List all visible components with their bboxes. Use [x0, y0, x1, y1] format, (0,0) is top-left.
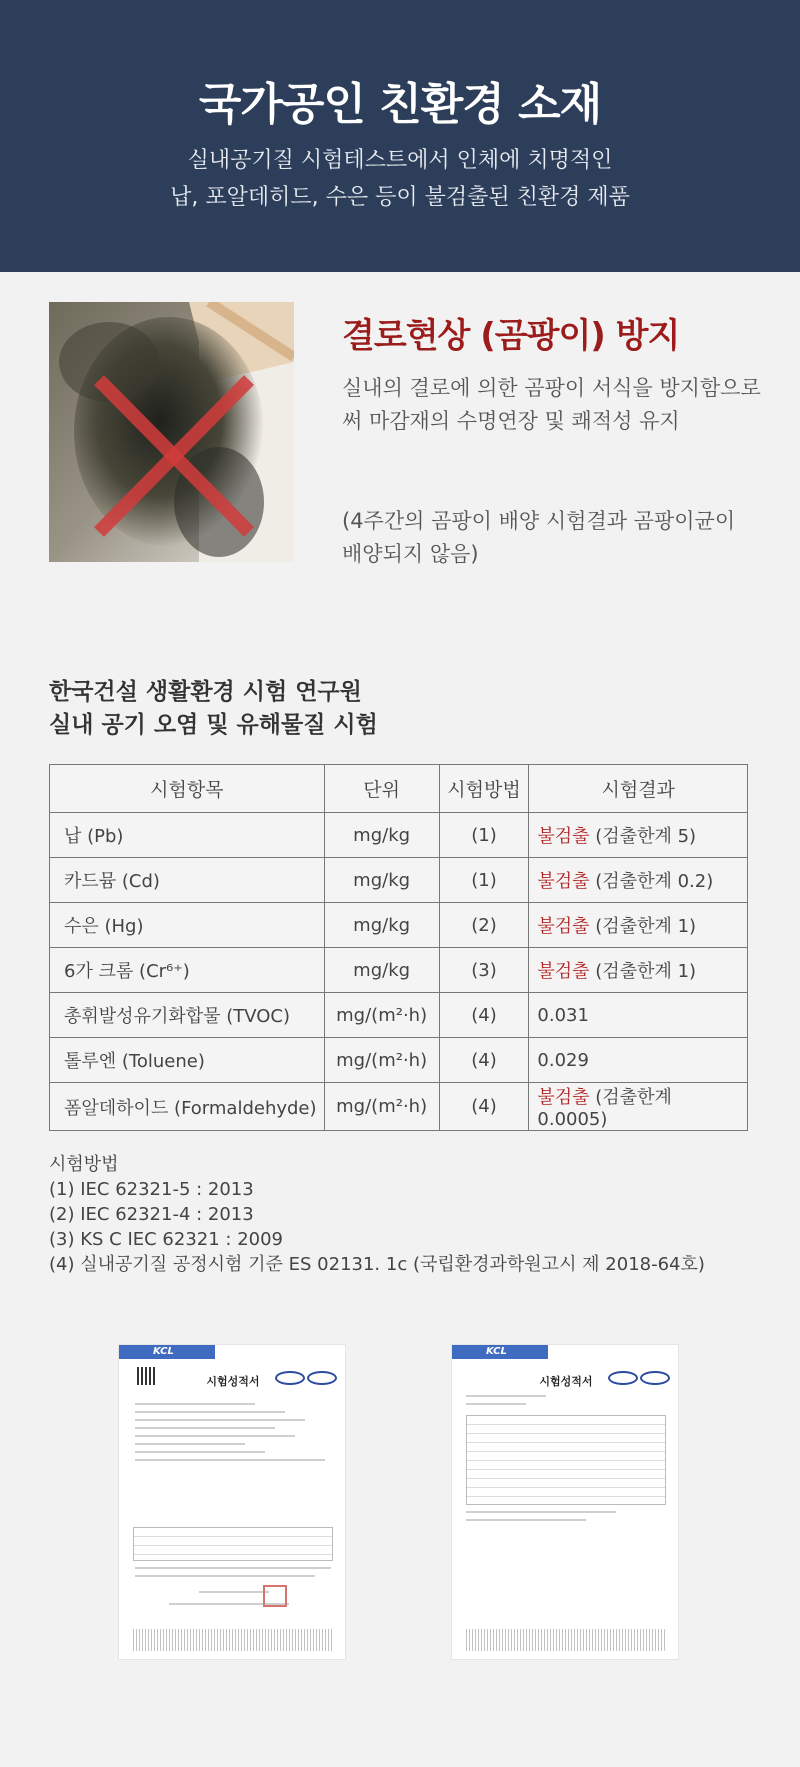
hero-subtitle-line: 실내공기질 시험테스트에서 인체에 치명적인: [187, 148, 613, 173]
test-unit: mg/kg: [324, 903, 439, 948]
kcl-logo: KCL: [452, 1345, 548, 1359]
test-result: [529, 858, 748, 903]
certificate-footer: [466, 1629, 666, 1651]
table-row: [50, 858, 748, 903]
test-heading-line: 실내 공기 오염 및 유해물질 시험: [49, 712, 378, 738]
certificate-text-line: [135, 1411, 285, 1413]
test-result: [529, 993, 748, 1038]
not-detected-label: 불검출: [537, 916, 590, 937]
feature-description: 실내의 결로에 의한 곰팡이 서식을 방지함으로써 마감재의 수명연장 및 쾌적성 유지: [342, 376, 761, 433]
column-header: 단위: [324, 765, 439, 813]
test-method: (4): [439, 1038, 529, 1083]
test-result: [529, 813, 748, 858]
method-line: (2) IEC 62321-4 : 2013: [49, 1204, 254, 1225]
hero-subtitle-line: 납, 포알데히드, 수은 등이 불검출된 친환경 제품: [170, 185, 630, 210]
certificate-text-line: [466, 1511, 616, 1513]
mold-wall-photo: [49, 302, 294, 562]
test-method: (1): [439, 813, 529, 858]
test-result: [529, 903, 748, 948]
test-unit: mg/kg: [324, 813, 439, 858]
test-result: [529, 1038, 748, 1083]
table-row: [50, 1038, 748, 1083]
method-line: (4) 실내공기질 공정시험 기준 ES 02131. 1c (국립환경과학원고시 제 2018-64호): [49, 1254, 705, 1275]
test-unit: mg/kg: [324, 858, 439, 903]
certificate-footer: [133, 1629, 333, 1651]
not-detected-label: 불검출: [537, 961, 590, 982]
table-row: [50, 993, 748, 1038]
certificate-text-line: [466, 1395, 546, 1397]
certificate-text-line: [135, 1403, 255, 1405]
test-result: [529, 1083, 748, 1131]
table-row: [50, 948, 748, 993]
hero-subtitle: [0, 142, 800, 216]
column-header: 시험항목: [50, 765, 325, 813]
test-method: (4): [439, 1083, 529, 1131]
not-detected-label: 불검출: [537, 826, 590, 847]
test-results-table: [49, 764, 748, 1131]
certificate-title: 시험성적서: [539, 1375, 593, 1388]
not-detected-label: 불검출: [537, 871, 590, 892]
certificate-text-line: [135, 1419, 305, 1421]
accreditation-badge-icon: [640, 1371, 670, 1385]
result-value: (검출한계 1): [589, 916, 697, 937]
certificate-text-line: [135, 1443, 245, 1445]
certificate-title: 시험성적서: [206, 1375, 260, 1388]
test-unit: mg/kg: [324, 948, 439, 993]
result-value: (검출한계 0.0005): [537, 1087, 672, 1130]
test-certificate-page-2: [451, 1344, 679, 1660]
test-item: 카드뮴 (Cd): [50, 858, 325, 903]
test-heading-line: 한국건설 생활환경 시험 연구원: [49, 679, 362, 705]
hero-banner: [0, 0, 800, 272]
result-value: 0.031: [537, 1004, 589, 1026]
table-header-row: [50, 765, 748, 813]
column-header: 시험결과: [529, 765, 748, 813]
column-header: 시험방법: [439, 765, 529, 813]
feature-title: 결로현상 (곰팡이) 방지: [342, 316, 680, 356]
certificate-text-line: [135, 1575, 315, 1577]
test-method: (2): [439, 903, 529, 948]
result-value: 0.029: [537, 1049, 589, 1071]
test-unit: mg/(m²·h): [324, 1038, 439, 1083]
test-certificate-page-1: [118, 1344, 346, 1660]
test-methods: [49, 1152, 705, 1277]
feature-test-note: (4주간의 곰팡이 배양 시험결과 곰팡이균이 배양되지 않음): [342, 509, 736, 566]
test-unit: mg/(m²·h): [324, 993, 439, 1038]
methods-title: 시험방법: [49, 1154, 119, 1175]
accreditation-badge-icon: [608, 1371, 638, 1385]
hero-title: 국가공인 친환경 소재: [198, 79, 602, 130]
test-method: (1): [439, 858, 529, 903]
test-item: 납 (Pb): [50, 813, 325, 858]
accreditation-badge-icon: [307, 1371, 337, 1385]
certificate-text-line: [135, 1459, 325, 1461]
test-method: (4): [439, 993, 529, 1038]
certificate-text-line: [199, 1591, 269, 1593]
mold-photo-illustration: [49, 302, 294, 562]
certificate-sign-table: [133, 1527, 333, 1561]
certificate-text-line: [466, 1519, 586, 1521]
certificate-results-table: [466, 1415, 666, 1505]
test-item: 총휘발성유기화합물 (TVOC): [50, 993, 325, 1038]
test-item: 6가 크롬 (Cr⁶⁺): [50, 948, 325, 993]
test-result: [529, 948, 748, 993]
kcl-logo: KCL: [119, 1345, 215, 1359]
certificate-text-line: [466, 1403, 526, 1405]
table-row: [50, 813, 748, 858]
result-value: (검출한계 0.2): [589, 871, 714, 892]
certificate-text-line: [135, 1427, 275, 1429]
method-line: (1) IEC 62321-5 : 2013: [49, 1179, 254, 1200]
official-seal-icon: [263, 1585, 287, 1607]
not-detected-label: 불검출: [537, 1087, 590, 1108]
test-method: (3): [439, 948, 529, 993]
table-row: [50, 903, 748, 948]
certificate-text-line: [135, 1435, 295, 1437]
test-section-heading: [49, 676, 378, 742]
test-item: 폼알데하이드 (Formaldehyde): [50, 1083, 325, 1131]
certificate-text-line: [135, 1567, 331, 1569]
result-value: (검출한계 5): [589, 826, 697, 847]
test-unit: mg/(m²·h): [324, 1083, 439, 1131]
table-row: [50, 1083, 748, 1131]
result-value: (검출한계 1): [589, 961, 697, 982]
test-item: 수은 (Hg): [50, 903, 325, 948]
test-item: 톨루엔 (Toluene): [50, 1038, 325, 1083]
method-line: (3) KS C IEC 62321 : 2009: [49, 1229, 284, 1250]
certificate-text-line: [135, 1451, 265, 1453]
accreditation-badge-icon: [275, 1371, 305, 1385]
